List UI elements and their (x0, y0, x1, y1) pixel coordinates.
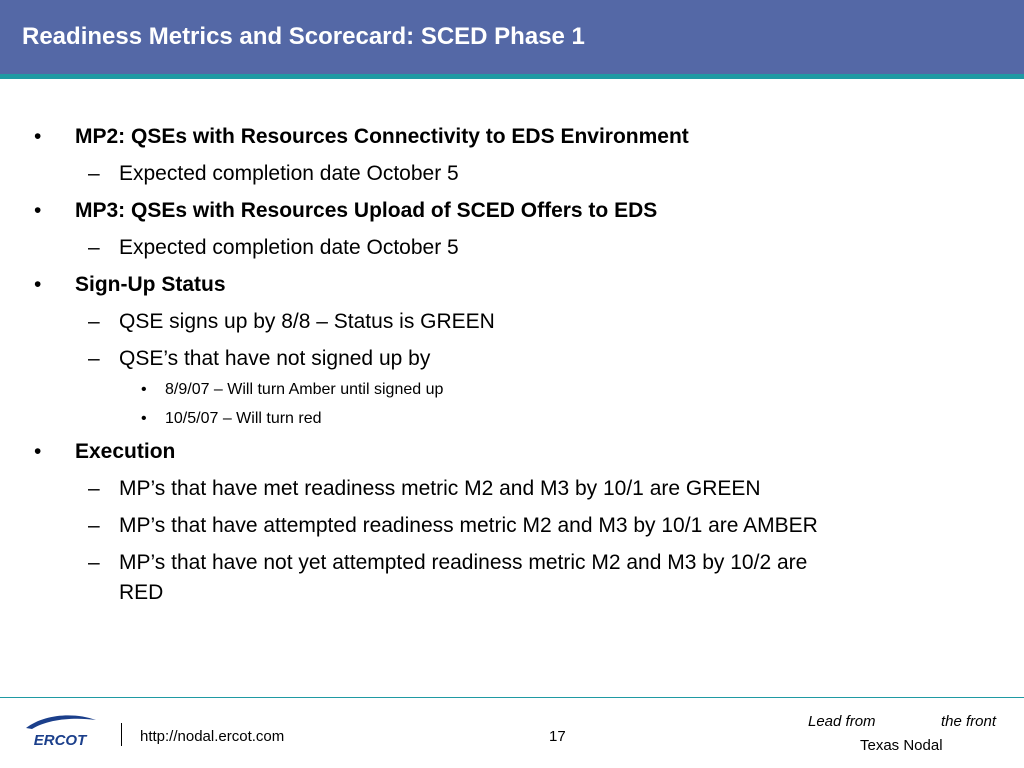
logo-text: ERCOT (33, 732, 87, 749)
title-bar (0, 0, 1024, 74)
execution-red: MP’s that have not yet attempted readiness metric M2 and M3 by 10/2 are (119, 551, 808, 574)
signup-not-signed: QSE’s that have not signed up by (119, 347, 431, 370)
title-underline (0, 74, 1024, 79)
bullet-marker-small: • (141, 381, 147, 398)
bullet-execution: Execution (75, 440, 176, 463)
page-number: 17 (549, 728, 566, 745)
tagline-the-front: the front (941, 713, 997, 730)
footer-subtitle: Texas Nodal (860, 737, 943, 754)
dash-marker: – (88, 162, 100, 185)
tagline-lead-from: Lead from (808, 713, 876, 730)
footer-url-link[interactable]: http://nodal.ercot.com (140, 728, 285, 745)
dash-marker: – (88, 551, 100, 574)
execution-red-continued: RED (119, 581, 164, 604)
bullet-marker: • (34, 440, 42, 463)
slide-title: Readiness Metrics and Scorecard: SCED Phase 1 (22, 23, 585, 50)
bullet-mp2: MP2: QSEs with Resources Connectivity to EDS Environment (75, 125, 689, 148)
footer-divider (0, 697, 1024, 698)
dash-marker: – (88, 310, 100, 333)
bullet-marker: • (34, 199, 42, 222)
execution-amber: MP’s that have attempted readiness metric M2 and M3 by 10/1 are AMBER (119, 514, 818, 537)
bullet-marker: • (34, 125, 42, 148)
dash-marker: – (88, 514, 100, 537)
signup-amber: 8/9/07 – Will turn Amber until signed up (165, 381, 444, 398)
bullet-marker-small: • (141, 410, 147, 427)
footer-separator (121, 723, 122, 746)
mp2-completion: Expected completion date October 5 (119, 162, 459, 185)
execution-green: MP’s that have met readiness metric M2 and M3 by 10/1 are GREEN (119, 477, 761, 500)
dash-marker: – (88, 477, 100, 500)
bullet-marker: • (34, 273, 42, 296)
signup-green: QSE signs up by 8/8 – Status is GREEN (119, 310, 495, 333)
signup-red: 10/5/07 – Will turn red (165, 410, 322, 427)
dash-marker: – (88, 236, 100, 259)
ercot-logo (22, 712, 98, 750)
mp3-completion: Expected completion date October 5 (119, 236, 459, 259)
bullet-signup-status: Sign-Up Status (75, 273, 226, 296)
bullet-mp3: MP3: QSEs with Resources Upload of SCED Offers to EDS (75, 199, 658, 222)
logo-swoosh (26, 715, 96, 729)
dash-marker: – (88, 347, 100, 370)
